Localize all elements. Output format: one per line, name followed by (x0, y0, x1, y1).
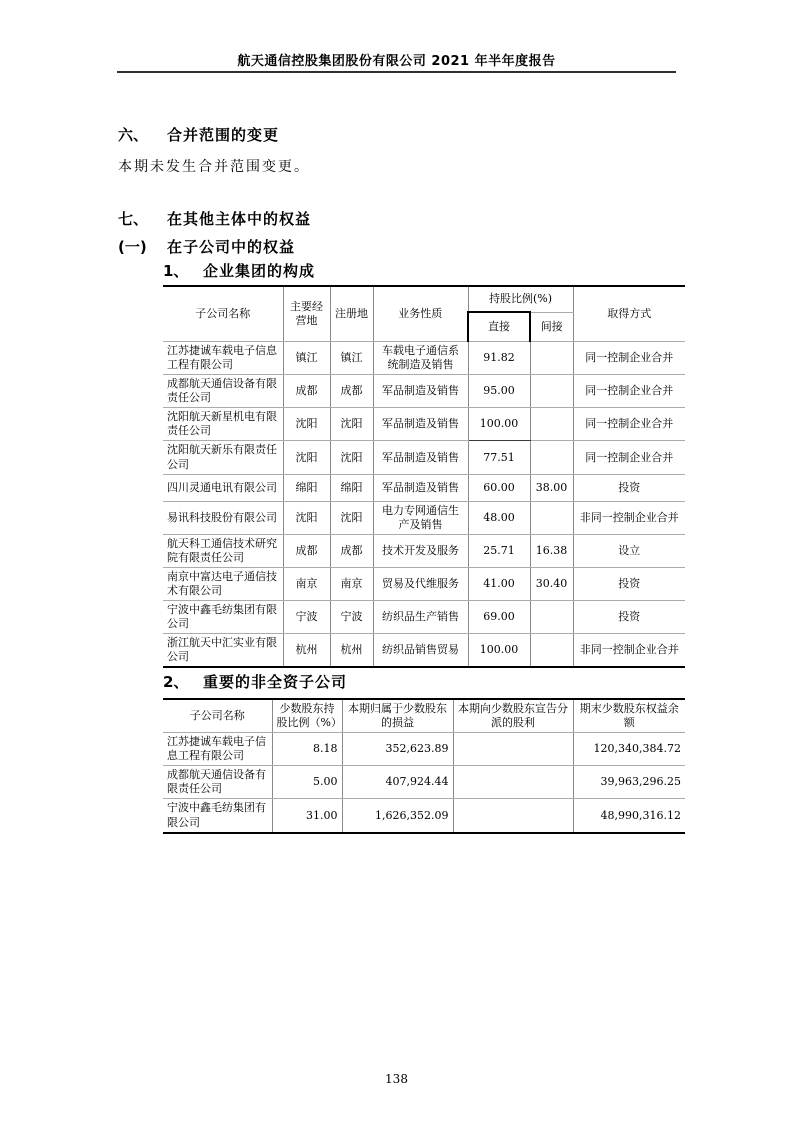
section-number: 六、 (118, 126, 149, 144)
registration-place: 沈阳 (330, 501, 373, 534)
table-header-row (163, 699, 685, 733)
business-nature: 军品制造及销售 (373, 441, 468, 474)
table-row (163, 375, 685, 408)
acquisition-method: 投资 (573, 601, 685, 634)
subsidiary-name: 浙江航天中汇实业有限公司 (163, 634, 283, 668)
registration-place: 镇江 (330, 342, 373, 375)
non-wholly-owned-subsidiaries-table (163, 698, 685, 834)
main-operating-place: 成都 (283, 375, 330, 408)
section-title: 在其他主体中的权益 (167, 210, 312, 228)
direct-ratio: 48.00 (468, 501, 530, 534)
col-subsidiary-name: 子公司名称 (163, 286, 283, 342)
direct-ratio: 91.82 (468, 342, 530, 375)
minority-declared-dividend (453, 733, 573, 766)
col-shareholding-ratio: 持股比例(%) (468, 286, 573, 312)
indirect-ratio (530, 375, 573, 408)
minority-equity-balance: 48,990,316.12 (573, 799, 685, 833)
main-operating-place: 镇江 (283, 342, 330, 375)
table-row (163, 342, 685, 375)
minority-equity-balance: 39,963,296.25 (573, 766, 685, 799)
header-rule (117, 71, 676, 73)
acquisition-method: 非同一控制企业合并 (573, 634, 685, 668)
main-operating-place: 沈阳 (283, 441, 330, 474)
subsidiary-name: 江苏捷诚车载电子信息工程有限公司 (163, 733, 272, 766)
acquisition-method: 投资 (573, 567, 685, 600)
registration-place: 沈阳 (330, 441, 373, 474)
subsidiary-name: 江苏捷诚车载电子信息工程有限公司 (163, 342, 283, 375)
direct-ratio: 25.71 (468, 534, 530, 567)
minority-shareholding-ratio: 31.00 (272, 799, 342, 833)
table-header-row (163, 286, 685, 312)
main-operating-place: 杭州 (283, 634, 330, 668)
business-nature: 军品制造及销售 (373, 474, 468, 501)
minority-equity-balance: 120,340,384.72 (573, 733, 685, 766)
minority-shareholding-ratio: 5.00 (272, 766, 342, 799)
acquisition-method: 投资 (573, 474, 685, 501)
business-nature: 电力专网通信生产及销售 (373, 501, 468, 534)
subsidiary-composition-table (163, 285, 685, 668)
table-row (163, 601, 685, 634)
business-nature: 纺织品销售贸易 (373, 634, 468, 668)
section-number: 2、 (163, 673, 189, 691)
table-row (163, 567, 685, 600)
section-heading-other-entities (118, 208, 311, 229)
direct-ratio: 100.00 (468, 634, 530, 668)
subsidiary-name: 易讯科技股份有限公司 (163, 501, 283, 534)
acquisition-method: 非同一控制企业合并 (573, 501, 685, 534)
acquisition-method: 同一控制企业合并 (573, 408, 685, 441)
table-row (163, 474, 685, 501)
col-acquisition-method: 取得方式 (573, 286, 685, 342)
indirect-ratio (530, 342, 573, 375)
section-heading-group-composition (163, 260, 315, 281)
subsidiary-name: 宁波中鑫毛纺集团有限公司 (163, 799, 272, 833)
acquisition-method: 同一控制企业合并 (573, 441, 685, 474)
registration-place: 宁波 (330, 601, 373, 634)
table-row (163, 441, 685, 474)
page-number: 138 (385, 1072, 408, 1086)
direct-ratio: 41.00 (468, 567, 530, 600)
col-minority-equity: 期末少数股东权益余额 (573, 699, 685, 733)
subsidiary-name: 四川灵通电讯有限公司 (163, 474, 283, 501)
section-title: 重要的非全资子公司 (203, 673, 348, 691)
col-minority-profit: 本期归属于少数股东的损益 (342, 699, 453, 733)
acquisition-method: 同一控制企业合并 (573, 342, 685, 375)
col-business-nature: 业务性质 (373, 286, 468, 342)
registration-place: 绵阳 (330, 474, 373, 501)
indirect-ratio (530, 441, 573, 474)
subsidiary-name: 航天科工通信技术研究院有限责任公司 (163, 534, 283, 567)
section-heading-subsidiary-interests (118, 236, 295, 257)
business-nature: 技术开发及服务 (373, 534, 468, 567)
section-number: (一) (118, 238, 147, 256)
acquisition-method: 同一控制企业合并 (573, 375, 685, 408)
minority-declared-dividend (453, 799, 573, 833)
col-main-operating-place: 主要经营地 (283, 286, 330, 342)
indirect-ratio (530, 408, 573, 441)
business-nature: 军品制造及销售 (373, 375, 468, 408)
minority-declared-dividend (453, 766, 573, 799)
direct-ratio: 100.00 (468, 408, 530, 441)
section-heading-important-subsidiaries (163, 671, 347, 692)
subsidiary-name: 成都航天通信设备有限责任公司 (163, 766, 272, 799)
indirect-ratio (530, 634, 573, 668)
table-row (163, 634, 685, 668)
col-minority-ratio: 少数股东持股比例（%） (272, 699, 342, 733)
table-row (163, 534, 685, 567)
acquisition-method: 设立 (573, 534, 685, 567)
registration-place: 成都 (330, 375, 373, 408)
indirect-ratio (530, 501, 573, 534)
registration-place: 沈阳 (330, 408, 373, 441)
business-nature: 车载电子通信系统制造及销售 (373, 342, 468, 375)
direct-ratio: 77.51 (468, 441, 530, 474)
direct-ratio: 60.00 (468, 474, 530, 501)
business-nature: 贸易及代维服务 (373, 567, 468, 600)
merge-scope-body: 本期未发生合并范围变更。 (118, 159, 310, 175)
col-registration-place: 注册地 (330, 286, 373, 342)
indirect-ratio: 30.40 (530, 567, 573, 600)
subsidiary-name: 成都航天通信设备有限责任公司 (163, 375, 283, 408)
minority-profit-loss: 407,924.44 (342, 766, 453, 799)
main-operating-place: 沈阳 (283, 408, 330, 441)
main-operating-place: 宁波 (283, 601, 330, 634)
section-title: 企业集团的构成 (203, 262, 316, 280)
subsidiary-name: 沈阳航天新星机电有限责任公司 (163, 408, 283, 441)
minority-shareholding-ratio: 8.18 (272, 733, 342, 766)
indirect-ratio (530, 601, 573, 634)
col-subsidiary-name: 子公司名称 (163, 699, 272, 733)
main-operating-place: 沈阳 (283, 501, 330, 534)
col-minority-dividend: 本期向少数股东宣告分派的股利 (453, 699, 573, 733)
section-number: 七、 (118, 210, 149, 228)
section-title: 合并范围的变更 (167, 126, 280, 144)
col-indirect: 间接 (530, 312, 573, 342)
main-operating-place: 南京 (283, 567, 330, 600)
direct-ratio: 69.00 (468, 601, 530, 634)
table-row (163, 408, 685, 441)
section-heading-merge-scope (118, 124, 279, 145)
table-row (163, 501, 685, 534)
indirect-ratio: 16.38 (530, 534, 573, 567)
registration-place: 成都 (330, 534, 373, 567)
table-row (163, 766, 685, 799)
subsidiary-name: 沈阳航天新乐有限责任公司 (163, 441, 283, 474)
minority-profit-loss: 352,623.89 (342, 733, 453, 766)
direct-ratio: 95.00 (468, 375, 530, 408)
table-row (163, 799, 685, 833)
registration-place: 杭州 (330, 634, 373, 668)
section-title: 在子公司中的权益 (167, 238, 296, 256)
subsidiary-name: 宁波中鑫毛纺集团有限公司 (163, 601, 283, 634)
registration-place: 南京 (330, 567, 373, 600)
main-operating-place: 成都 (283, 534, 330, 567)
report-title: 航天通信控股集团股份有限公司 2021 年半年度报告 (237, 54, 556, 69)
business-nature: 军品制造及销售 (373, 408, 468, 441)
business-nature: 纺织品生产销售 (373, 601, 468, 634)
main-operating-place: 绵阳 (283, 474, 330, 501)
table-row (163, 733, 685, 766)
section-number: 1、 (163, 262, 189, 280)
minority-profit-loss: 1,626,352.09 (342, 799, 453, 833)
indirect-ratio: 38.00 (530, 474, 573, 501)
col-direct: 直接 (468, 312, 530, 342)
subsidiary-name: 南京中富达电子通信技术有限公司 (163, 567, 283, 600)
